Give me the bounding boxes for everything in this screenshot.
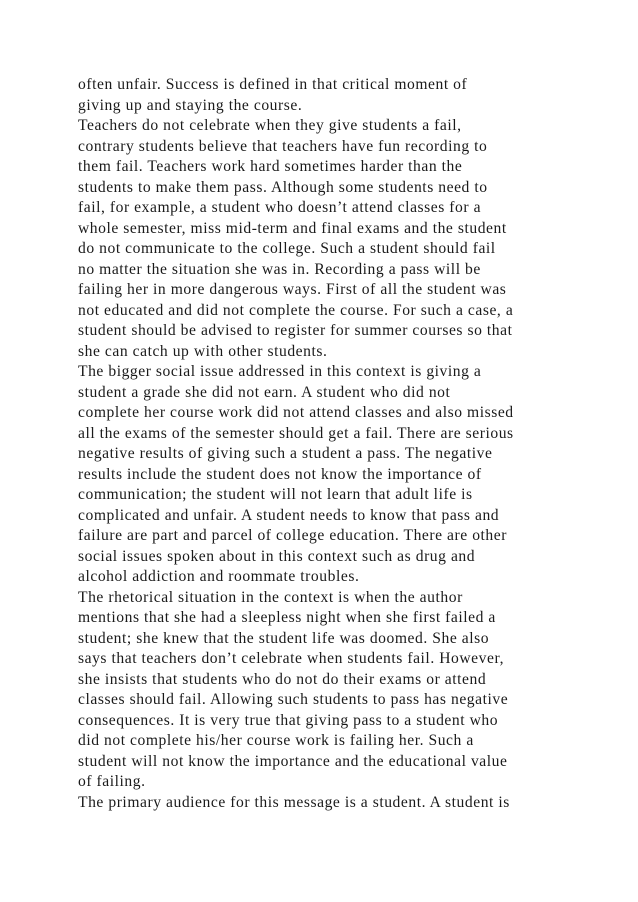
text-line: them fail. Teachers work hard sometimes harder than the	[78, 158, 463, 175]
text-line: The primary audience for this message is a student. A student is	[78, 793, 510, 811]
text-line: no matter the situation she was in. Recording a pass will be	[78, 260, 481, 278]
text-line: Teachers do not celebrate when they give students a fail,	[78, 117, 462, 134]
text-line: fail, for example, a student who doesn’t attend classes for a	[78, 199, 482, 216]
text-line: student a grade she did not earn. A student who did not	[78, 383, 451, 401]
text-line: consequences. It is very true that giving pass to a student who	[78, 711, 499, 729]
text-line: students to make them pass. Although some students need to	[78, 178, 488, 196]
text-line: failing her in more dangerous ways. First of all the student was	[78, 281, 507, 298]
text-line: student should be advised to register for summer courses so that	[78, 322, 513, 339]
text-line: do not communicate to the college. Such a student should fail	[78, 240, 496, 257]
text-line: social issues spoken about in this context such as drug and	[78, 547, 476, 565]
text-line: mentions that she had a sleepless night when she first failed a	[78, 609, 496, 626]
text-line: complete her course work did not attend classes and also missed	[78, 404, 514, 421]
text-line: did not complete his/her course work is failing her. Such a	[78, 732, 474, 749]
text-line: communication; the student will not learn that adult life is	[78, 486, 473, 503]
text-line: giving up and staying the course.	[78, 96, 303, 114]
text-line: student; she knew that the student life was doomed. She also	[78, 629, 490, 647]
text-line: all the exams of the semester should get a fail. There are serious	[78, 424, 514, 442]
text-line: The rhetorical situation in the context is when the author	[78, 588, 463, 606]
text-line: often unfair. Success is defined in that critical moment of	[78, 76, 468, 93]
body-text	[78, 75, 568, 813]
text-line: she insists that students who do not do their exams or attend	[78, 670, 487, 688]
text-line: complicated and unfair. A student needs to know that pass and	[78, 506, 500, 524]
text-line: results include the student does not know the importance of	[78, 465, 482, 483]
text-line: not educated and did not complete the course. For such a case, a	[78, 301, 514, 319]
text-line: whole semester, miss mid-term and final exams and the student	[78, 219, 507, 237]
text-line: negative results of giving such a student a pass. The negative	[78, 445, 493, 462]
text-line: she can catch up with other students.	[78, 342, 328, 360]
text-line: says that teachers don’t celebrate when students fail. However,	[78, 650, 505, 667]
text-line: of failing.	[78, 773, 146, 790]
text-line: classes should fail. Allowing such students to pass has negative	[78, 691, 509, 708]
text-line: failure are part and parcel of college education. There are other	[78, 527, 507, 544]
text-line: contrary students believe that teachers have fun recording to	[78, 137, 488, 155]
text-line: student will not know the importance and the educational value	[78, 752, 508, 770]
text-line: The bigger social issue addressed in this context is giving a	[78, 363, 482, 380]
text-line: alcohol addiction and roommate troubles.	[78, 568, 360, 585]
